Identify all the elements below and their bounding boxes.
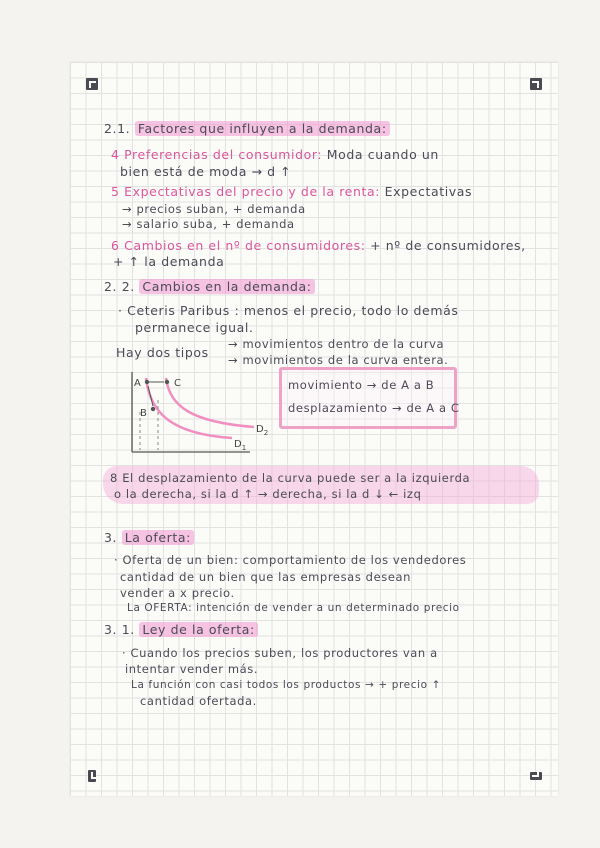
section-number: 2.1. — [104, 121, 131, 136]
section-number: 3. — [104, 530, 118, 545]
tipos-label: Hay dos tipos — [116, 345, 209, 360]
point-b — [151, 407, 155, 411]
note-line-1 — [110, 470, 470, 486]
ceteris-line-2: permanece igual. — [135, 320, 254, 335]
item-number-circle: 5 — [111, 184, 120, 199]
label-d2: $D_2$ — [256, 424, 269, 437]
demand-shift-graph — [120, 372, 280, 462]
ley-line-3: La función con casi todos los productos → + precio ↑ — [131, 679, 441, 691]
section-2-1-heading — [104, 121, 390, 137]
section-title: Cambios en la demanda: — [139, 279, 314, 294]
item-number-circle: 6 — [111, 238, 120, 253]
ley-line-1: · Cuando los precios suben, los productores van a — [122, 646, 438, 660]
section-number: 2. 2. — [104, 279, 135, 294]
ley-line-2: intentar vender más. — [125, 662, 259, 676]
tipo-1: → movimientos dentro de la curva — [228, 337, 445, 351]
item-5-sub-1: → precios suban, + demanda — [122, 202, 306, 216]
item-title: Expectativas del precio y de la renta: — [124, 184, 381, 199]
item-5 — [111, 184, 472, 200]
item-4 — [111, 147, 439, 163]
box-line-2: desplazamiento → de A a C — [288, 401, 460, 415]
ley-line-4: cantidad ofertada. — [140, 694, 257, 708]
corner-mark-icon — [530, 772, 542, 780]
corner-mark-icon — [86, 78, 98, 90]
item-text: + nº de consumidores, — [370, 238, 526, 253]
oferta-line-1: · Oferta de un bien: comportamiento de los vendedores — [114, 553, 467, 567]
item-title: Cambios en el nº de consumidores: — [124, 238, 366, 253]
corner-mark-icon — [530, 78, 542, 90]
move-arrow — [148, 386, 153, 406]
section-title: Ley de la oferta: — [139, 622, 257, 637]
section-3-1-heading — [104, 622, 258, 638]
section-number: 3. 1. — [104, 622, 135, 637]
item-6-text-2: + ↑ la demanda — [113, 254, 225, 269]
note-number-circle: 8 — [110, 471, 118, 485]
section-3-heading — [104, 530, 194, 546]
box-line-1: movimiento → de A a B — [288, 378, 435, 392]
item-4-text-2: bien está de moda → d ↑ — [120, 164, 292, 179]
item-number-circle: 4 — [111, 147, 120, 162]
ceteris-line-1: · Ceteris Paribus : menos el precio, todo lo demás — [118, 303, 459, 318]
label-b: B — [140, 408, 147, 419]
item-text: Expectativas — [384, 184, 473, 199]
section-title: Factores que influyen a la demanda: — [135, 121, 390, 136]
demand-curve-d1 — [146, 378, 232, 438]
point-a — [145, 380, 149, 384]
item-title: Preferencias del consumidor: — [124, 147, 323, 162]
oferta-line-2: cantidad de un bien que las empresas desean — [120, 570, 412, 584]
note-text: El desplazamiento de la curva puede ser a la izquierda — [122, 471, 471, 485]
label-c: C — [174, 378, 181, 389]
tipo-2: → movimientos de la curva entera. — [228, 353, 449, 367]
section-2-2-heading — [104, 279, 315, 295]
oferta-line-4: La OFERTA: intención de vender a un determinado precio — [127, 602, 460, 614]
section-title: La oferta: — [122, 530, 194, 545]
corner-mark-icon — [88, 770, 96, 782]
label-d1: $D_1$ — [234, 439, 247, 452]
item-5-sub-2: → salario suba, + demanda — [122, 217, 295, 231]
item-text: Moda cuando un — [326, 147, 439, 162]
item-6 — [111, 238, 526, 254]
note-line-2: o la derecha, si la d ↑ → derecha, si la d ↓ ← izq — [114, 487, 422, 501]
label-a: A — [134, 378, 141, 389]
point-c — [165, 380, 169, 384]
oferta-line-3: vender a x precio. — [120, 586, 235, 600]
